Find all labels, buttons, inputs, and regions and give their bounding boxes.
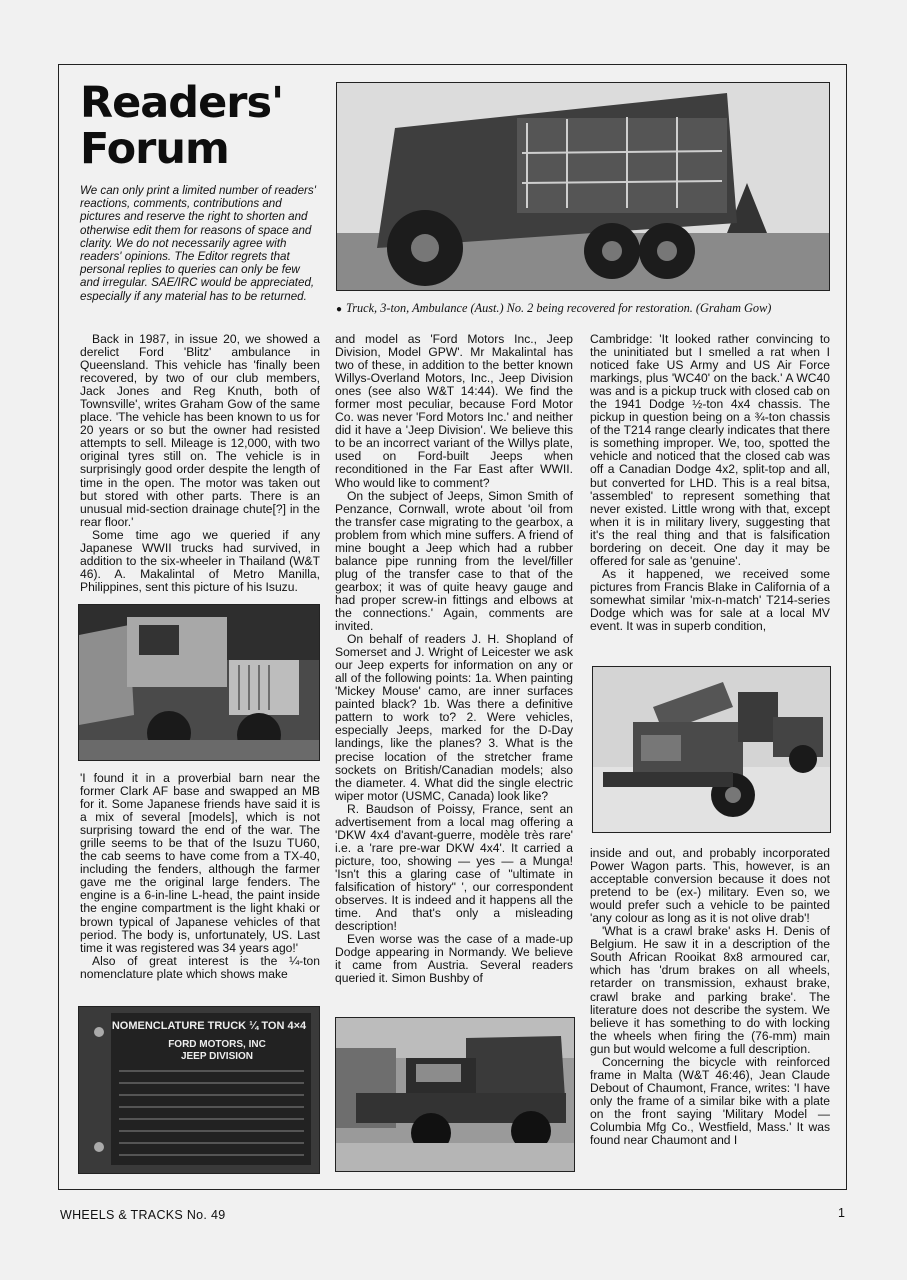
top-photo-caption bbox=[336, 301, 836, 316]
paragraph: Some time ago we queried if any Japanese WWII trucks had survived, in addition to the six-wheeler in Thailand (W&T 46). A. Makalintal of Metro Manilla, Philippines, sent this picture of his Isuzu. bbox=[80, 527, 320, 594]
paragraph: On the subject of Jeeps, Simon Smith of Penzance, Cornwall, wrote about 'oil from the transfer case migrating to the gearbox, a problem from which mine suffers. A friend of mine bought a Jeep which had a rubber balance pipe running from the level/filler plug of the transfer case to that of the gearbox; it was of quite heavy gauge and had proper screw-in fittings and elbows at the connections.' Again, comments are invited. bbox=[335, 488, 573, 634]
dodge-photo bbox=[592, 666, 831, 833]
paragraph: Concerning the bicycle with reinforced frame in Malta (W&T 46:46), Jean Claude Debout of Chaumont, France, writes: 'I have only the frame of a similar bike with a plate on the front saying 'Military Model — Columbia Mfg Co., Westfield, Mass.' It was found near Chaumont and I bbox=[590, 1054, 830, 1148]
plate-line-2: FORD MOTORS, INC bbox=[168, 1039, 266, 1050]
paragraph: inside and out, and probably incorporated Power Wagon parts. This, however, is an acceptable conversion because it does not pretend to be (ex-) military. Even so, we would prefer such a vehicle to be painted 'any colour as long as it is not olive drab'! bbox=[590, 846, 830, 926]
paragraph: On behalf of readers J. H. Shopland of Somerset and J. Wright of Leicester we ask our Jeep experts for information on any or all of the following points: 1a. When painting 'Mickey Mouse' camo, are inner surfaces painted black? 1b. Was there a definitive pattern to work to? 2. Were vehicles, especially Jeeps, marked for the D-Day landings, like the planes? 3. What is the precise location of the stretcher frame sockets on British/Canadian models; also the diameter. 4. What did the single electric wiper motor (USMC, Canada) look like? bbox=[335, 632, 573, 803]
column-1-bottom bbox=[80, 772, 320, 981]
top-photo bbox=[336, 82, 830, 291]
plate-line-3: JEEP DIVISION bbox=[180, 1051, 254, 1062]
paragraph: Back in 1987, in issue 20, we showed a derelict Ford 'Blitz' ambulance in Queensland. This vehicle has 'finally been recovered, by two of our club members, Jack Jones and Reg Knuth, both of Townsville', writes Graham Gow of the same place. 'The vehicle has been known to us for 20 years or so but the owner had resisted attempts to sell. Mileage is 12,000, with two original tyres still on. The vehicle is in surprisingly good order despite the length of time in the open. The motor was taken out but stored with other parts. There is an unusual mid-section drainage chute[?] in the rear floor.' bbox=[80, 332, 320, 529]
column-3-bottom bbox=[590, 847, 830, 1147]
wc40-photo bbox=[335, 1017, 575, 1172]
paragraph: Even worse was the case of a made-up Dodge appearing in Normandy. We believe it came from Austria. Several readers queried it. Simon Bushby of bbox=[335, 932, 573, 986]
plate-line-1: NOMENCLATURE TRUCK ¼ TON 4×4 bbox=[111, 1020, 307, 1032]
bullet-icon: ● bbox=[336, 304, 343, 315]
isuzu-photo bbox=[78, 604, 320, 761]
caption-text: Truck, 3-ton, Ambulance (Aust.) No. 2 being recovered for restoration. (Graham Gow) bbox=[346, 301, 772, 315]
page-title: Readers' Forum bbox=[80, 78, 284, 174]
paragraph: As it happened, we received some pictures from Francis Blake in California of a somewhat similar 'mix-n-match' T214-series Dodge which was for sale at a local MV event. It was in superb condition, bbox=[590, 566, 830, 634]
intro-text: We can only print a limited number of readers' reactions, comments, contributions and pictures and reserve the right to shorten and otherwise edit them for reasons of space and clarity. We do not necessarily agree with readers' opinions. The Editor regrets that personal replies to queries can only be few and irregular. SAE/IRC would be appreciated, especially if any material has to be returned. bbox=[80, 184, 316, 303]
nomenclature-plate-photo bbox=[78, 1006, 320, 1174]
column-1-top bbox=[80, 333, 320, 594]
paragraph: Cambridge: 'It looked rather convincing to the uninitiated but I smelled a rat when I noticed fake US Army and US Air Force markings, plus 'WC40' on the back.' A WC40 was and is a pickup truck with closed cab on the 1941 Dodge ½-ton 4x4 chassis. The pickup in question being on a ¾-ton chassis of the T214 range clearly indicates that there is something improper. We, too, spotted the vehicle and noticed that the closed cab was off a Canadian Dodge 4x2, split-top and all, but converted for LHD. This is a real bitsa, 'assembled' to represent something that never existed. Little wrong with that, except when it is in military livery, suggesting that it's the real thing and that is falsification bordering on deceit. One day it may be offered for sale as 'genuine'. bbox=[590, 332, 830, 568]
paragraph: Also of great interest is the ¼-ton nomenclature plate which shows make bbox=[80, 953, 320, 981]
paragraph: and model as 'Ford Motors Inc., Jeep Division, Model GPW'. Mr Makalintal has two of these, in addition to the better known Willys-Overland Motors, Inc., Jeep Division ones (see also W&T 14:44). We find the former most peculiar, because Ford Motor Co. was never 'Ford Motors Inc.' and neither did it have a 'Jeep Division'. We believe this to be an incorrect variant of the Willys plate, used on Ford-built Jeeps when reconditioned in the Far East after WWII. Who would like to comment? bbox=[335, 332, 573, 490]
paragraph: 'What is a crawl brake' asks H. Denis of Belgium. He saw it in a description of the South African Rooikat 8x8 armoured car, which has 'drum brakes on all wheels, retarder on transmission, exhaust brake, crawl brake and parking brake'. The literature does not describe the system. We believe it has something to do with locking the wheels when firing the (76-mm) main gun but would welcome a full description. bbox=[590, 924, 830, 1056]
footer-magazine-name: WHEELS & TRACKS No. 49 bbox=[60, 1208, 226, 1222]
paragraph: R. Baudson of Poissy, France, sent an advertisement from a local mag offering a 'DKW 4x4 d'avant-guerre, modèle très rare' i.e. a 'rare pre-war DKW 4x4'. It carried a picture, too, showing — yes — a Munga! 'Isn't this a glaring case of "ultimate in falsification of history" ', our correspondent observes. It is indeed and it happens all the time. And that's only a misleading description! bbox=[335, 801, 573, 934]
column-3-top bbox=[590, 333, 830, 633]
footer-page-number: 1 bbox=[838, 1206, 845, 1220]
paragraph: 'I found it in a proverbial barn near the former Clark AF base and swapped an MB for it. Some Japanese friends have said it is a mix of several [models], which is not surprising toward the end of the war. The grille seems to be that of the Isuzu TU60, the cab seems to have come from a TX-40, including the fenders, although the farmer gave me the original large fenders. The engine is a 6-in-line L-head, the paint inside the engine compartment is the light khaki or brown typical of Japanese vehicles of that period. The body is, unfortunately, US. Last time it was registered was 34 years ago!' bbox=[80, 771, 320, 955]
column-2 bbox=[335, 333, 573, 985]
